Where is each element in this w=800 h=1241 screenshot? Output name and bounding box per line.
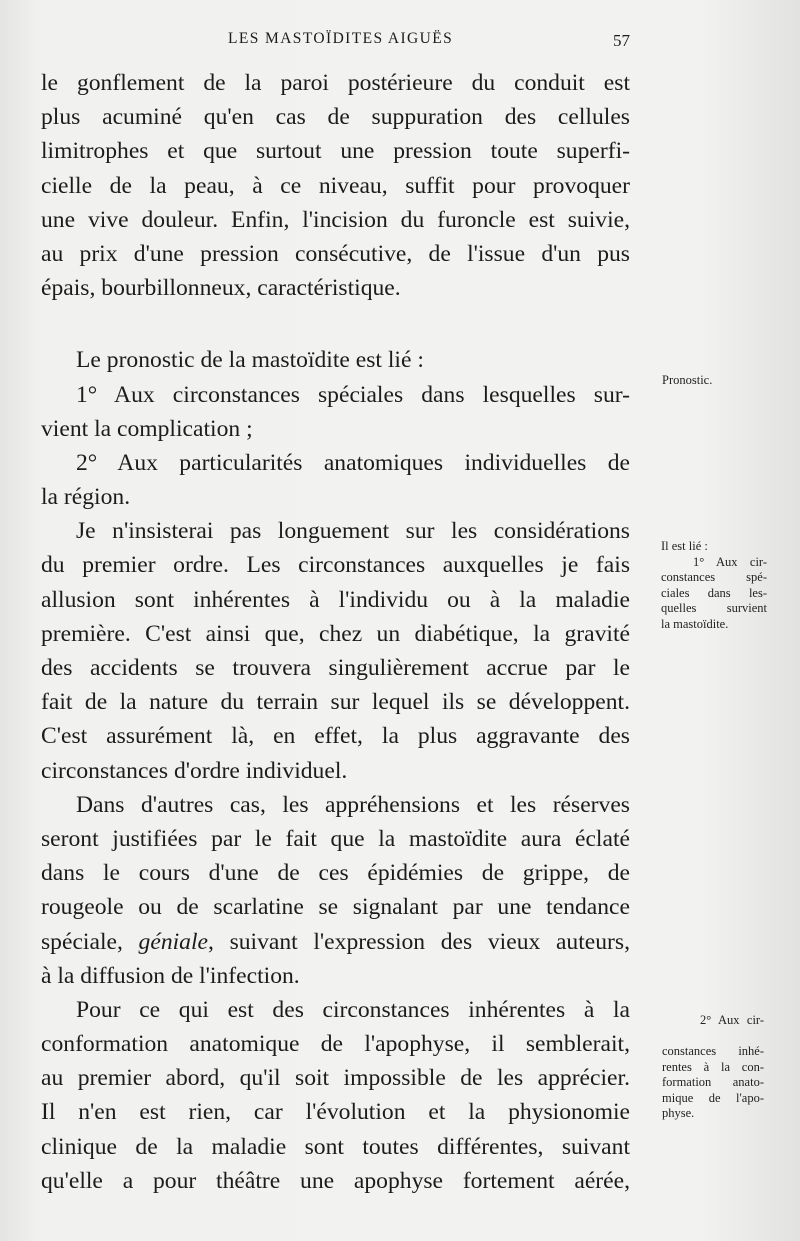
text-line: vient la complication ; [41, 415, 253, 442]
text-line: clinique de la maladie sont toutes différentes, suivant [41, 1133, 630, 1160]
text-line [41, 925, 630, 959]
margin-note-line: ciales dans les- [661, 585, 767, 600]
text-line: cielle de la peau, à ce niveau, suffit pour provoquer [41, 172, 630, 199]
text-line: fait de la nature du terrain sur lequel ils se développent. [41, 689, 630, 716]
text-line: le gonflement de la paroi postérieure du conduit est [41, 70, 630, 96]
body-text [41, 66, 630, 1198]
page-number: 57 [613, 31, 630, 50]
margin-note-line: rentes à la con- [662, 1059, 764, 1074]
margin-note-line: formation anato- [662, 1075, 764, 1089]
margin-note-aux-heading [700, 1013, 764, 1029]
margin-note-line: constances spé- [661, 570, 767, 584]
text-line: la région. [41, 484, 131, 511]
running-title: LES MASTOÏDITES AIGUËS [228, 30, 454, 47]
text-line: allusion sont inhérentes à l'individu ou à la maladie [41, 586, 630, 613]
margin-note-line: mique de l'apo- [662, 1090, 764, 1105]
margin-note-line: Pronostic. [662, 373, 713, 387]
margin-note-line: 2° Aux cir- [700, 1013, 764, 1027]
margin-note-line: 1° Aux cir- [693, 554, 767, 569]
text-line: qu'elle a pour théâtre une apophyse fortement aérée, [41, 1167, 630, 1194]
margin-note-line: Il est lié : [661, 539, 708, 553]
text-line: Dans d'autres cas, les appréhensions et les réserves [76, 791, 630, 818]
text-line: à la diffusion de l'infection. [41, 962, 300, 989]
margin-note-pronostic [662, 373, 742, 389]
text-line: première. C'est ainsi que, chez un diabétique, la gravité [41, 620, 630, 647]
text-line: limitrophes et que surtout une pression toute superfi- [41, 138, 630, 165]
margin-note-lie [661, 539, 767, 632]
text-line: Pour ce qui est des circonstances inhérentes à la [76, 996, 630, 1023]
text-line: du premier ordre. Les circonstances auxquelles je fais [41, 552, 630, 579]
margin-note-line: constances inhé- [662, 1044, 764, 1058]
text-line: épais, bourbillonneux, caractéristique. [41, 275, 401, 302]
text-line: dans le cours d'une de ces épidémies de grippe, de [41, 860, 630, 887]
text-line: Le pronostic de la mastoïdite est lié : [76, 347, 424, 374]
text-line: une vive douleur. Enfin, l'incision du furoncle est suivie, [41, 206, 630, 233]
text-line: conformation anatomique de l'apophyse, il semblerait, [41, 1031, 630, 1058]
running-head [0, 30, 800, 54]
text-line: au prix d'une pression consécutive, de l'issue d'un pus [41, 240, 630, 267]
margin-note-line: physe. [662, 1106, 695, 1120]
text-line: Il n'en est rien, car l'évolution et la physionomie [41, 1099, 630, 1126]
text-span: spéciale, [41, 928, 139, 955]
text-line: des accidents se trouvera singulièrement accrue par le [41, 655, 630, 681]
margin-note-aux [662, 1044, 764, 1122]
text-line: 1° Aux circonstances spéciales dans lesquelles sur- [76, 381, 630, 408]
paragraph-spacer [41, 305, 630, 343]
text-line: C'est assurément là, en effet, la plus aggravante des [41, 723, 630, 750]
text-line: circonstances d'ordre individuel. [41, 757, 348, 784]
text-span: , suivant l'expression des vieux auteurs, [208, 928, 630, 955]
text-line: seront justifiées par le fait que la mastoïdite aura éclaté [41, 825, 630, 852]
text-line: au premier abord, qu'il soit impossible de les apprécier. [41, 1065, 630, 1092]
text-line: Je n'insisterai pas longuement sur les considérations [76, 518, 630, 545]
text-line: 2° Aux particularités anatomiques individuelles de [76, 449, 630, 476]
margin-note-line: la mastoïdite. [661, 616, 729, 631]
italic-word: géniale [138, 928, 208, 955]
text-line: plus acuminé qu'en cas de suppuration des cellules [41, 104, 630, 131]
margin-note-line: quelles survient [661, 601, 767, 615]
text-line: rougeole ou de scarlatine se signalant par une tendance [41, 894, 630, 921]
